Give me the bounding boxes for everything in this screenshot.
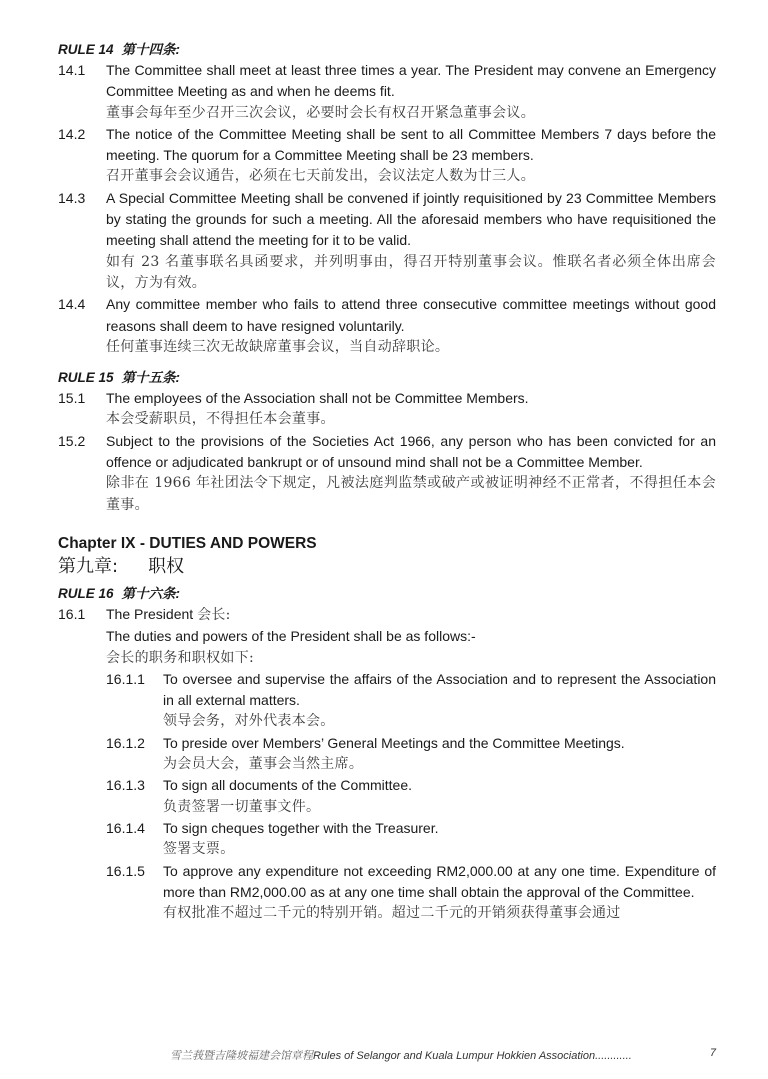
chapter-title-zh	[58, 554, 716, 580]
clause-intro-en: The duties and powers of the President shall be as follows:-	[106, 628, 476, 645]
subclause-number: 16.1.1	[106, 670, 145, 687]
clause-text-zh: 本会受薪职员，不得担任本会董事。	[106, 411, 335, 428]
clause-number: 14.3	[58, 189, 86, 206]
subclause-text-zh: 负责签署一切董事文件。	[163, 798, 321, 815]
clause-title-en: The President	[106, 605, 198, 622]
clause-number: 14.1	[58, 62, 86, 78]
clause-16-1	[58, 604, 716, 924]
subclause-text-en: To approve any expenditure not exceeding RM2,000.00 at any one time. Expenditure of more than RM2,000.00 as at any one time shall obtain the approval of the Committee.	[163, 862, 716, 900]
rule-label: RULE 15	[58, 370, 114, 386]
subclause-number: 16.1.4	[106, 819, 145, 836]
clause-14-3	[58, 188, 716, 294]
clause-text-zh: 任何董事连续三次无故缺席董事会议，当自动辞职论。	[106, 338, 450, 355]
subclause-16-1-3	[106, 775, 716, 818]
clause-title-zh: 会长:	[197, 606, 231, 623]
clause-number: 15.1	[58, 390, 86, 407]
subclause-16-1-4	[106, 818, 716, 861]
subclause-text-zh: 签署支票。	[163, 841, 235, 858]
subclause-number: 16.1.2	[106, 734, 145, 751]
clause-14-4	[58, 294, 716, 358]
subclause-text-en: To sign all documents of the Committee.	[163, 777, 413, 794]
subclause-16-1-5	[106, 861, 716, 925]
subclause-16-1-2	[106, 733, 716, 776]
subclause-number: 16.1.3	[106, 777, 145, 794]
chapter-name-zh: 职权	[148, 555, 185, 577]
subclause-text-en: To preside over Members’ General Meetings and the Committee Meetings.	[163, 734, 625, 751]
page-number: 7	[709, 1047, 716, 1059]
clause-number: 14.2	[58, 125, 86, 142]
clause-intro-zh: 会长的职务和职权如下:	[106, 649, 255, 666]
clause-text-zh: 董事会每年至少召开三次会议，必要时会长有权召开紧急董事会议。	[106, 104, 535, 121]
clause-text-en: The notice of the Committee Meeting shall be sent to all Committee Members 7 days before the meeting. The quorum for a Committee Meeting shall be 23 members.	[106, 125, 716, 164]
chapter-title: Chapter IX - DUTIES AND POWERS	[58, 534, 317, 552]
subclause-text-zh: 领导会务，对外代表本会。	[163, 713, 335, 730]
rule-14-heading	[58, 40, 716, 60]
clause-number: 15.2	[58, 432, 86, 449]
clause-title	[106, 604, 716, 626]
clause-number: 14.4	[58, 296, 86, 313]
clause-text-en: The employees of the Association shall not be Committee Members.	[106, 390, 529, 407]
subclause-text-zh: 为会员大会，董事会当然主席。	[163, 756, 364, 773]
rule-label-zh: 第十六条:	[121, 585, 181, 601]
footer-title-zh: 雪兰莪暨吉隆坡福建会馆章程	[170, 1049, 313, 1062]
clause-text-en: A Special Committee Meeting shall be convened if jointly requisitioned by 23 Committee Members by stating the grounds for such a meeting. All the aforesaid members who have requisitioned the meeting shall attend the meeting for it to be valid.	[106, 189, 716, 249]
clause-number: 16.1	[58, 605, 86, 622]
clause-text-en: The Committee shall meet at least three times a year. The President may convene an Emergency Committee Meeting as and when he deems fit.	[106, 62, 716, 100]
subclause-text-en: To sign cheques together with the Treasurer.	[163, 819, 439, 836]
rule-label: RULE 16	[58, 585, 114, 601]
clause-text-zh: 除非在 1966 年社团法令下规定，凡被法庭判监禁或破产或被证明神经不正常者，不得担任本会董事。	[106, 475, 716, 513]
clause-15-1	[58, 388, 716, 431]
clause-text-en: Any committee member who fails to attend three consecutive committee meetings without good reasons shall deem to have resigned voluntarily.	[106, 296, 716, 334]
clause-text-en: Subject to the provisions of the Societies Act 1966, any person who has been convicted for an offence or adjudicated bankrupt or of unsound mind shall not be a Committee Member.	[106, 432, 716, 471]
footer-title-en: Rules of Selangor and Kuala Lumpur Hokkien Association............	[313, 1050, 632, 1062]
clause-text-zh: 召开董事会会议通告，必须在七天前发出，会议法定人数为廿三人。	[106, 168, 535, 185]
rule-15-heading	[58, 368, 716, 388]
subclause-text-en: To oversee and supervise the affairs of the Association and to represent the Association in all external matters.	[163, 670, 716, 709]
clause-14-2	[58, 124, 716, 188]
clause-text-zh: 如有 23 名董事联名具函要求，并列明事由，得召开特别董事会议。惟联名者必须全体出席会议，方为有效。	[106, 253, 716, 291]
rule-16-heading	[58, 584, 716, 604]
chapter-number-zh: 第九章:	[58, 555, 119, 577]
rule-label-zh: 第十四条:	[121, 42, 181, 57]
clause-15-2	[58, 431, 716, 516]
page-footer	[170, 1047, 716, 1063]
document-page	[58, 36, 716, 924]
clause-14-1	[58, 60, 716, 124]
subclause-16-1-1	[106, 669, 716, 733]
subclause-text-zh: 有权批准不超过二千元的特别开销。超过二千元的开销须获得董事会通过	[163, 905, 621, 922]
footer-title	[170, 1047, 632, 1063]
rule-label: RULE 14	[58, 42, 114, 57]
rule-label-zh: 第十五条:	[121, 370, 181, 386]
subclause-number: 16.1.5	[106, 862, 145, 879]
